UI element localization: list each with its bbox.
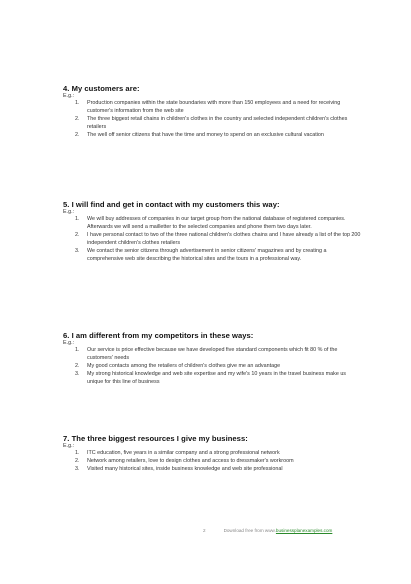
example-label: E.g.: [63, 340, 75, 346]
list-number: 2. [75, 362, 80, 369]
list-text: The well off senior citizens that have the time and money to spend on an exclusive cultural vacation [87, 131, 324, 138]
list-number: 2. [75, 115, 80, 122]
example-label: E.g.: [63, 209, 75, 215]
example-list [63, 100, 363, 140]
list-number: 1. [75, 450, 80, 456]
list-text: Production companies within the state boundaries with more than 150 employees and a need for receiving customer's information from the web site [87, 100, 341, 114]
list-item [63, 363, 363, 371]
list-text: We contact the senior citizens through advertisement in senior citizens' magazines and by creating a comprehensive web site describing the historical sites and the tours in a professional way. [87, 247, 327, 262]
list-item [63, 248, 363, 264]
example-list [63, 216, 363, 263]
list-item [63, 347, 363, 363]
list-number: 1. [75, 100, 80, 106]
list-number: 2. [75, 457, 80, 464]
download-link[interactable]: businessplanexamples.com [275, 528, 333, 533]
list-number: 3. [75, 465, 80, 472]
list-item [63, 232, 363, 248]
list-item [63, 216, 363, 232]
list-item [63, 100, 363, 116]
list-number: 1. [75, 347, 80, 353]
download-label: Download free from www. [223, 528, 276, 533]
list-number: 3. [75, 247, 80, 254]
example-label: E.g.: [63, 443, 75, 449]
list-number: 2. [75, 231, 80, 238]
list-item [63, 132, 363, 140]
list-text: Our service is price effective because we have developed five standard components which fit 80 % of the customers' needs [87, 347, 338, 361]
page-footer [203, 528, 332, 534]
section-contact [63, 200, 363, 263]
example-label: E.g.: [63, 93, 75, 99]
list-item [63, 466, 363, 474]
list-text: I have personal contact to two of the three national children's clothes chains and I have already a list of the top 200 independent children's clothes retailers [87, 231, 361, 246]
page-number: 2 [203, 528, 206, 533]
section-resources [63, 434, 363, 474]
section-differentiation [63, 331, 363, 387]
section-heading: 5. I will find and get in contact with my customers this way: [63, 200, 280, 209]
list-number: 2. [75, 131, 80, 138]
section-heading: 4. My customers are: [63, 84, 140, 93]
list-text: We will buy addresses of companies in our target group from the national database of registered companies. Afterwards we will send a mailletter to the selected companies and phone them two days later. [87, 216, 346, 230]
list-text: My good contacts among the retailers of children's clothes give me an advantage [87, 362, 281, 369]
list-text: ITC education, five years in a similar company and a strong professional network [87, 450, 280, 456]
section-heading: 6. I am different from my competitors in these ways: [63, 331, 254, 340]
list-item [63, 116, 363, 132]
list-item [63, 458, 363, 466]
list-number: 1. [75, 216, 80, 222]
list-number: 3. [75, 370, 80, 377]
list-item [63, 371, 363, 387]
list-text: Network among retailers, love to design clothes and access to dressmaker's workroom [87, 457, 294, 464]
list-text: The three biggest retail chains in children's clothes in the country and selected independent children's clothes retailers [87, 115, 348, 130]
section-heading: 7. The three biggest resources I give my business: [63, 434, 248, 443]
list-text: Visited many historical sites, inside business knowledge and web site professional [87, 465, 283, 472]
example-list [63, 450, 363, 474]
section-customers [63, 84, 363, 140]
list-item [63, 450, 363, 458]
list-text: My strong historical knowledge and web site expertise and my wife's 10 years in the travel business make us unique for this line of business [87, 370, 347, 385]
example-list [63, 347, 363, 387]
